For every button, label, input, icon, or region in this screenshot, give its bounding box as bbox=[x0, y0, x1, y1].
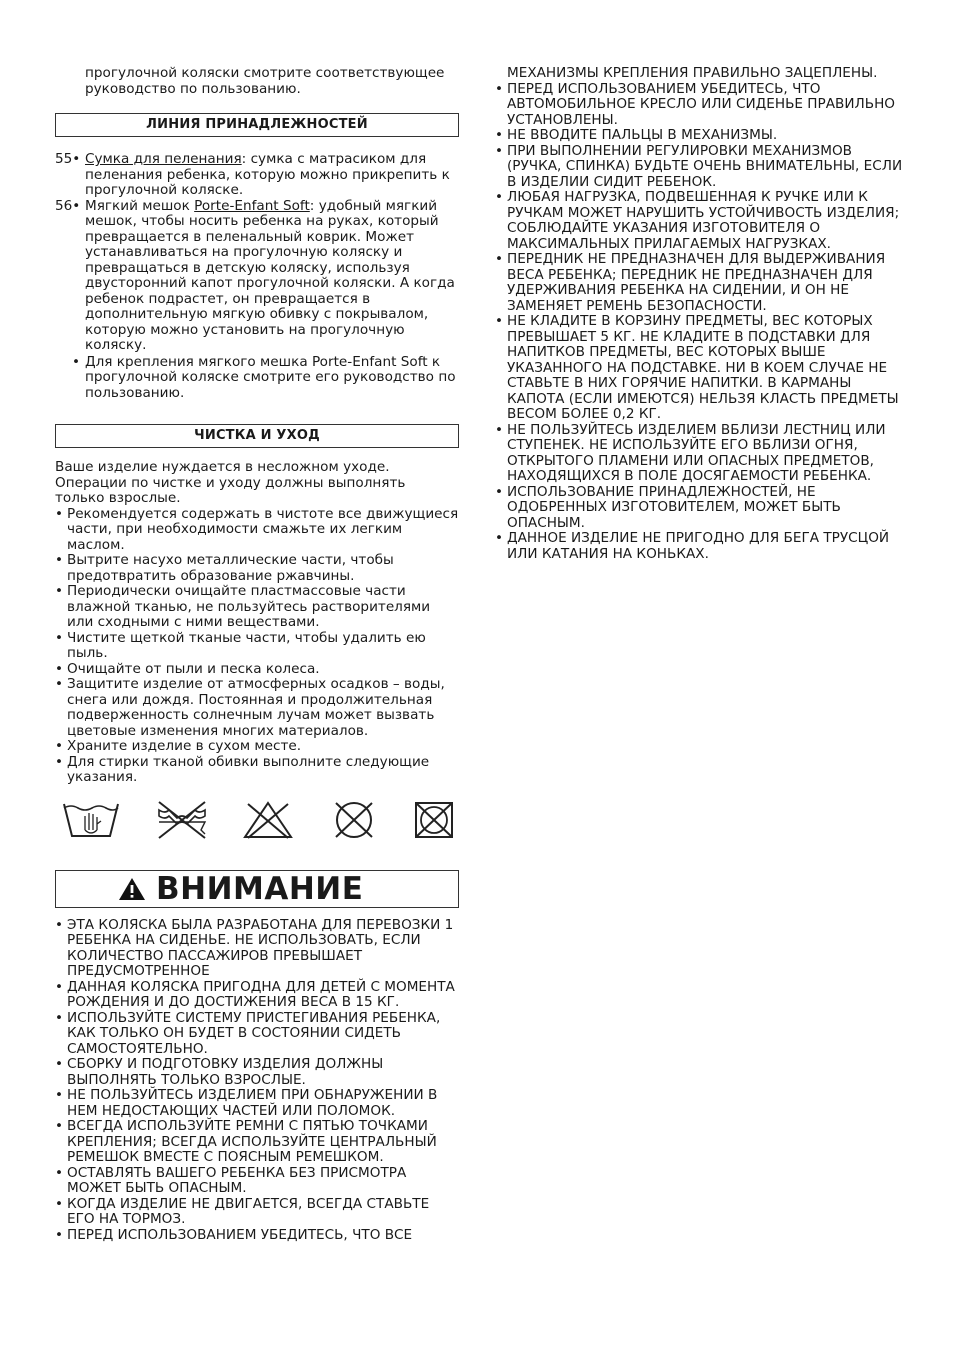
no-dry-clean-icon bbox=[328, 800, 380, 840]
accessory-name-link[interactable]: Сумка для пеленания bbox=[85, 151, 242, 167]
list-item: • ЛЮБАЯ НАГРУЗКА, ПОДВЕШЕННАЯ К РУЧКЕ ИЛИ К РУЧКАМ МОЖЕТ НАРУШИТЬ УСТОЙЧИВОСТЬ ИЗДЕЛИЯ; СОБЛЮДАЙТЕ УКАЗАНИЯ ИЗГОТОВИТЕЛЯ О МАКСИМАЛЬНЫХ ПРИЛАГАЕМЫХ НАГРУЗКАХ. bbox=[495, 190, 905, 252]
intro-line-1: прогулочной коляски смотрите соответствующее bbox=[85, 65, 445, 81]
care-icons-row bbox=[61, 800, 455, 840]
list-item: • ВСЕГДА ИСПОЛЬЗУЙТЕ РЕМНИ С ПЯТЬЮ ТОЧКАМИ КРЕПЛЕНИЯ; ВСЕГДА ИСПОЛЬЗУЙТЕ ЦЕНТРАЛЬНЫЙ РЕМЕШОК ВМЕСТЕ С ПОЯСНЫМ РЕМЕШКОМ. bbox=[55, 1119, 459, 1166]
list-item: • ЭТА КОЛЯСКА БЫЛА РАЗРАБОТАНА ДЛЯ ПЕРЕВОЗКИ 1 РЕБЕНКА НА СИДЕНЬЕ. НЕ ИСПОЛЬЗОВАТЬ, ЕСЛИ КОЛИЧЕСТВО ПАССАЖИРОВ ПРЕВЫШАЕТ ПРЕДУСМОТРЕННОЕ bbox=[55, 918, 459, 980]
list-item: • ДАННОЕ ИЗДЕЛИЕ НЕ ПРИГОДНО ДЛЯ БЕГА ТРУСЦОЙ ИЛИ КАТАНИЯ НА КОНЬКАХ. bbox=[495, 531, 905, 562]
list-item: • НЕ ПОЛЬЗУЙТЕСЬ ИЗДЕЛИЕМ ПРИ ОБНАРУЖЕНИИ В НЕМ НЕДОСТАЮЩИХ ЧАСТЕЙ ИЛИ ПОЛОМОК. bbox=[55, 1088, 459, 1119]
list-item: • Вытрите насухо металлические части, чтобы предотвратить образование ржавчины. bbox=[55, 553, 459, 584]
item-number: 56• bbox=[55, 197, 81, 214]
list-item: • ПЕРЕД ИСПОЛЬЗОВАНИЕМ УБЕДИТЕСЬ, ЧТО АВТОМОБИЛЬНОЕ КРЕСЛО ИЛИ СИДЕНЬЕ ПРАВИЛЬНО УСТАНОВЛЕНЫ. bbox=[495, 82, 905, 129]
accessory-item-56 bbox=[55, 199, 459, 354]
accessory-name-link[interactable]: Porte-Enfant Soft bbox=[194, 197, 310, 214]
list-item: • Периодически очищайте пластмассовые части влажной тканью, не пользуйтесь растворителями или сходными с ними веществами. bbox=[55, 584, 459, 631]
no-wring-icon bbox=[155, 800, 209, 840]
warning-continuation: МЕХАНИЗМЫ КРЕПЛЕНИЯ ПРАВИЛЬНО ЗАЦЕПЛЕНЫ. bbox=[507, 65, 878, 81]
list-item: • Очищайте от пыли и песка колеса. bbox=[55, 662, 459, 678]
accessories-heading: ЛИНИЯ ПРИНАДЛЕЖНОСТЕЙ bbox=[55, 113, 459, 137]
list-item: • ДАННАЯ КОЛЯСКА ПРИГОДНА ДЛЯ ДЕТЕЙ С МОМЕНТА РОЖДЕНИЯ И ДО ДОСТИЖЕНИЯ ВЕСА В 15 КГ. bbox=[55, 980, 459, 1011]
accessory-item-55 bbox=[55, 152, 459, 199]
list-item: • ПЕРЕДНИК НЕ ПРЕДНАЗНАЧЕН ДЛЯ ВЫДЕРЖИВАНИЯ ВЕСА РЕБЕНКА; ПЕРЕДНИК НЕ ПРЕДНАЗНАЧЕН ДЛЯ УДЕРЖИВАНИЯ РЕБЕНКА НА СИДЕНИИ, И ОН НЕ ЗАМЕНЯЕТ РЕМЕНЬ БЕЗОПАСНОСТИ. bbox=[495, 252, 905, 314]
care-intro: Ваше изделие нуждается в несложном уходе. Операции по чистке и уходу должны выполнять только взрослые. bbox=[55, 459, 406, 506]
list-item: • ОСТАВЛЯТЬ ВАШЕГО РЕБЕНКА БЕЗ ПРИСМОТРА МОЖЕТ БЫТЬ ОПАСНЫМ. bbox=[55, 1166, 459, 1197]
list-item: • Храните изделие в сухом месте. bbox=[55, 739, 459, 755]
list-item: • Чистите щеткой тканые части, чтобы удалить ею пыль. bbox=[55, 631, 459, 662]
list-item: • Защитите изделие от атмосферных осадков – воды, снега или дождя. Постоянная и продолжительная подверженность солнечным лучам может вызвать цветовые изменения многих материалов. bbox=[55, 677, 459, 739]
warning-triangle-icon bbox=[118, 877, 146, 901]
warning-list bbox=[55, 918, 459, 1244]
list-item: • НЕ КЛАДИТЕ В КОРЗИНУ ПРЕДМЕТЫ, ВЕС КОТОРЫХ ПРЕВЫШАЕТ 5 КГ. НЕ КЛАДИТЕ В ПОДСТАВКИ ДЛЯ НАПИТКОВ ПРЕДМЕТЫ, ВЕС КОТОРЫХ ВЫШЕ УКАЗАННОГО НА ПОДСТАВКЕ. НИ В КОЕМ СЛУЧАЕ НЕ СТАВЬТЕ В НИХ ГОРЯЧИЕ НАПИТКИ. В КАРМАНЫ КАПОТА (ЕСЛИ ИМЕЮТСЯ) НЕЛЬЗЯ КЛАСТЬ ПРЕДМЕТЫ ВЕСОМ БОЛЕЕ 0,2 КГ. bbox=[495, 314, 905, 423]
intro-line-2: руководство по пользованию. bbox=[85, 80, 301, 97]
list-item: • Рекомендуется содержать в чистоте все движущиеся части, при необходимости смажьте их легким маслом. bbox=[55, 507, 459, 554]
care-list bbox=[55, 507, 459, 786]
warning-header bbox=[55, 870, 459, 908]
right-column bbox=[495, 66, 905, 562]
accessory-description: : удобный мягкий мешок, чтобы носить ребенка на руках, который превращается в пеленальный коврик. Может устанавливаться на прогулочную коляску и превращаться в детскую коляску, используя двусторонний капот прогулочной коляски. А когда ребенок подрастет, он превращается в дополнительную мягкую обивку с покрывалом, которую можно установить на прогулочную коляску. bbox=[85, 197, 455, 353]
list-item: • Для стирки тканой обивки выполните следующие указания. bbox=[55, 755, 459, 786]
list-item: • ИСПОЛЬЗУЙТЕ СИСТЕМУ ПРИСТЕГИВАНИЯ РЕБЕНКА, КАК ТОЛЬКО ОН БУДЕТ В СОСТОЯНИИ СИДЕТЬ САМОСТОЯТЕЛЬНО. bbox=[55, 1011, 459, 1058]
item-number: 55• bbox=[55, 151, 81, 167]
accessory-description: : сумка с матрасиком для пеленания ребенка, которую можно прикрепить к прогулочной коляске. bbox=[85, 151, 450, 198]
accessories-list bbox=[55, 152, 459, 401]
left-column bbox=[55, 66, 459, 1243]
care-heading: ЧИСТКА И УХОД bbox=[55, 424, 459, 448]
accessory-sub-item: • Для крепления мягкого мешка Porte-Enfant Soft к прогулочной коляске смотрите его руководство по пользованию. bbox=[55, 355, 459, 402]
list-item: • НЕ ПОЛЬЗУЙТЕСЬ ИЗДЕЛИЕМ ВБЛИЗИ ЛЕСТНИЦ ИЛИ СТУПЕНЕК. НЕ ИСПОЛЬЗУЙТЕ ЕГО ВБЛИЗИ ОГНЯ, ОТКРЫТОГО ПЛАМЕНИ ИЛИ ОПАСНЫХ ПРЕДМЕТОВ, НАХОДЯЩИХСЯ В ПОЛЕ ДОСЯГАЕМОСТИ РЕБЕНКА. bbox=[495, 423, 905, 485]
hand-wash-icon bbox=[61, 800, 121, 840]
warning-title: ВНИМАНИЕ bbox=[156, 870, 364, 907]
list-item: • СБОРКУ И ПОДГОТОВКУ ИЗДЕЛИЯ ДОЛЖНЫ ВЫПОЛНЯТЬ ТОЛЬКО ВЗРОСЛЫЕ. bbox=[55, 1057, 459, 1088]
no-bleach-icon bbox=[242, 800, 294, 840]
list-item: • ПЕРЕД ИСПОЛЬЗОВАНИЕМ УБЕДИТЕСЬ, ЧТО ВСЕ bbox=[55, 1228, 459, 1244]
list-item: • ИСПОЛЬЗОВАНИЕ ПРИНАДЛЕЖНОСТЕЙ, НЕ ОДОБРЕННЫХ ИЗГОТОВИТЕЛЕМ, МОЖЕТ БЫТЬ ОПАСНЫМ. bbox=[495, 485, 905, 532]
list-item: • НЕ ВВОДИТЕ ПАЛЬЦЫ В МЕХАНИЗМЫ. bbox=[495, 128, 905, 144]
accessory-prefix: Мягкий мешок bbox=[85, 197, 195, 214]
list-item: • ПРИ ВЫПОЛНЕНИИ РЕГУЛИРОВКИ МЕХАНИЗМОВ (РУЧКА, СПИНКА) БУДЬТЕ ОЧЕНЬ ВНИМАТЕЛЬНЫ, ЕСЛИ В ИЗДЕЛИИ СИДИТ РЕБЕНОК. bbox=[495, 144, 905, 191]
warning-list-continued bbox=[495, 82, 905, 563]
no-tumble-dry-icon bbox=[413, 800, 455, 840]
list-item: • КОГДА ИЗДЕЛИЕ НЕ ДВИГАЕТСЯ, ВСЕГДА СТАВЬТЕ ЕГО НА ТОРМОЗ. bbox=[55, 1197, 459, 1228]
